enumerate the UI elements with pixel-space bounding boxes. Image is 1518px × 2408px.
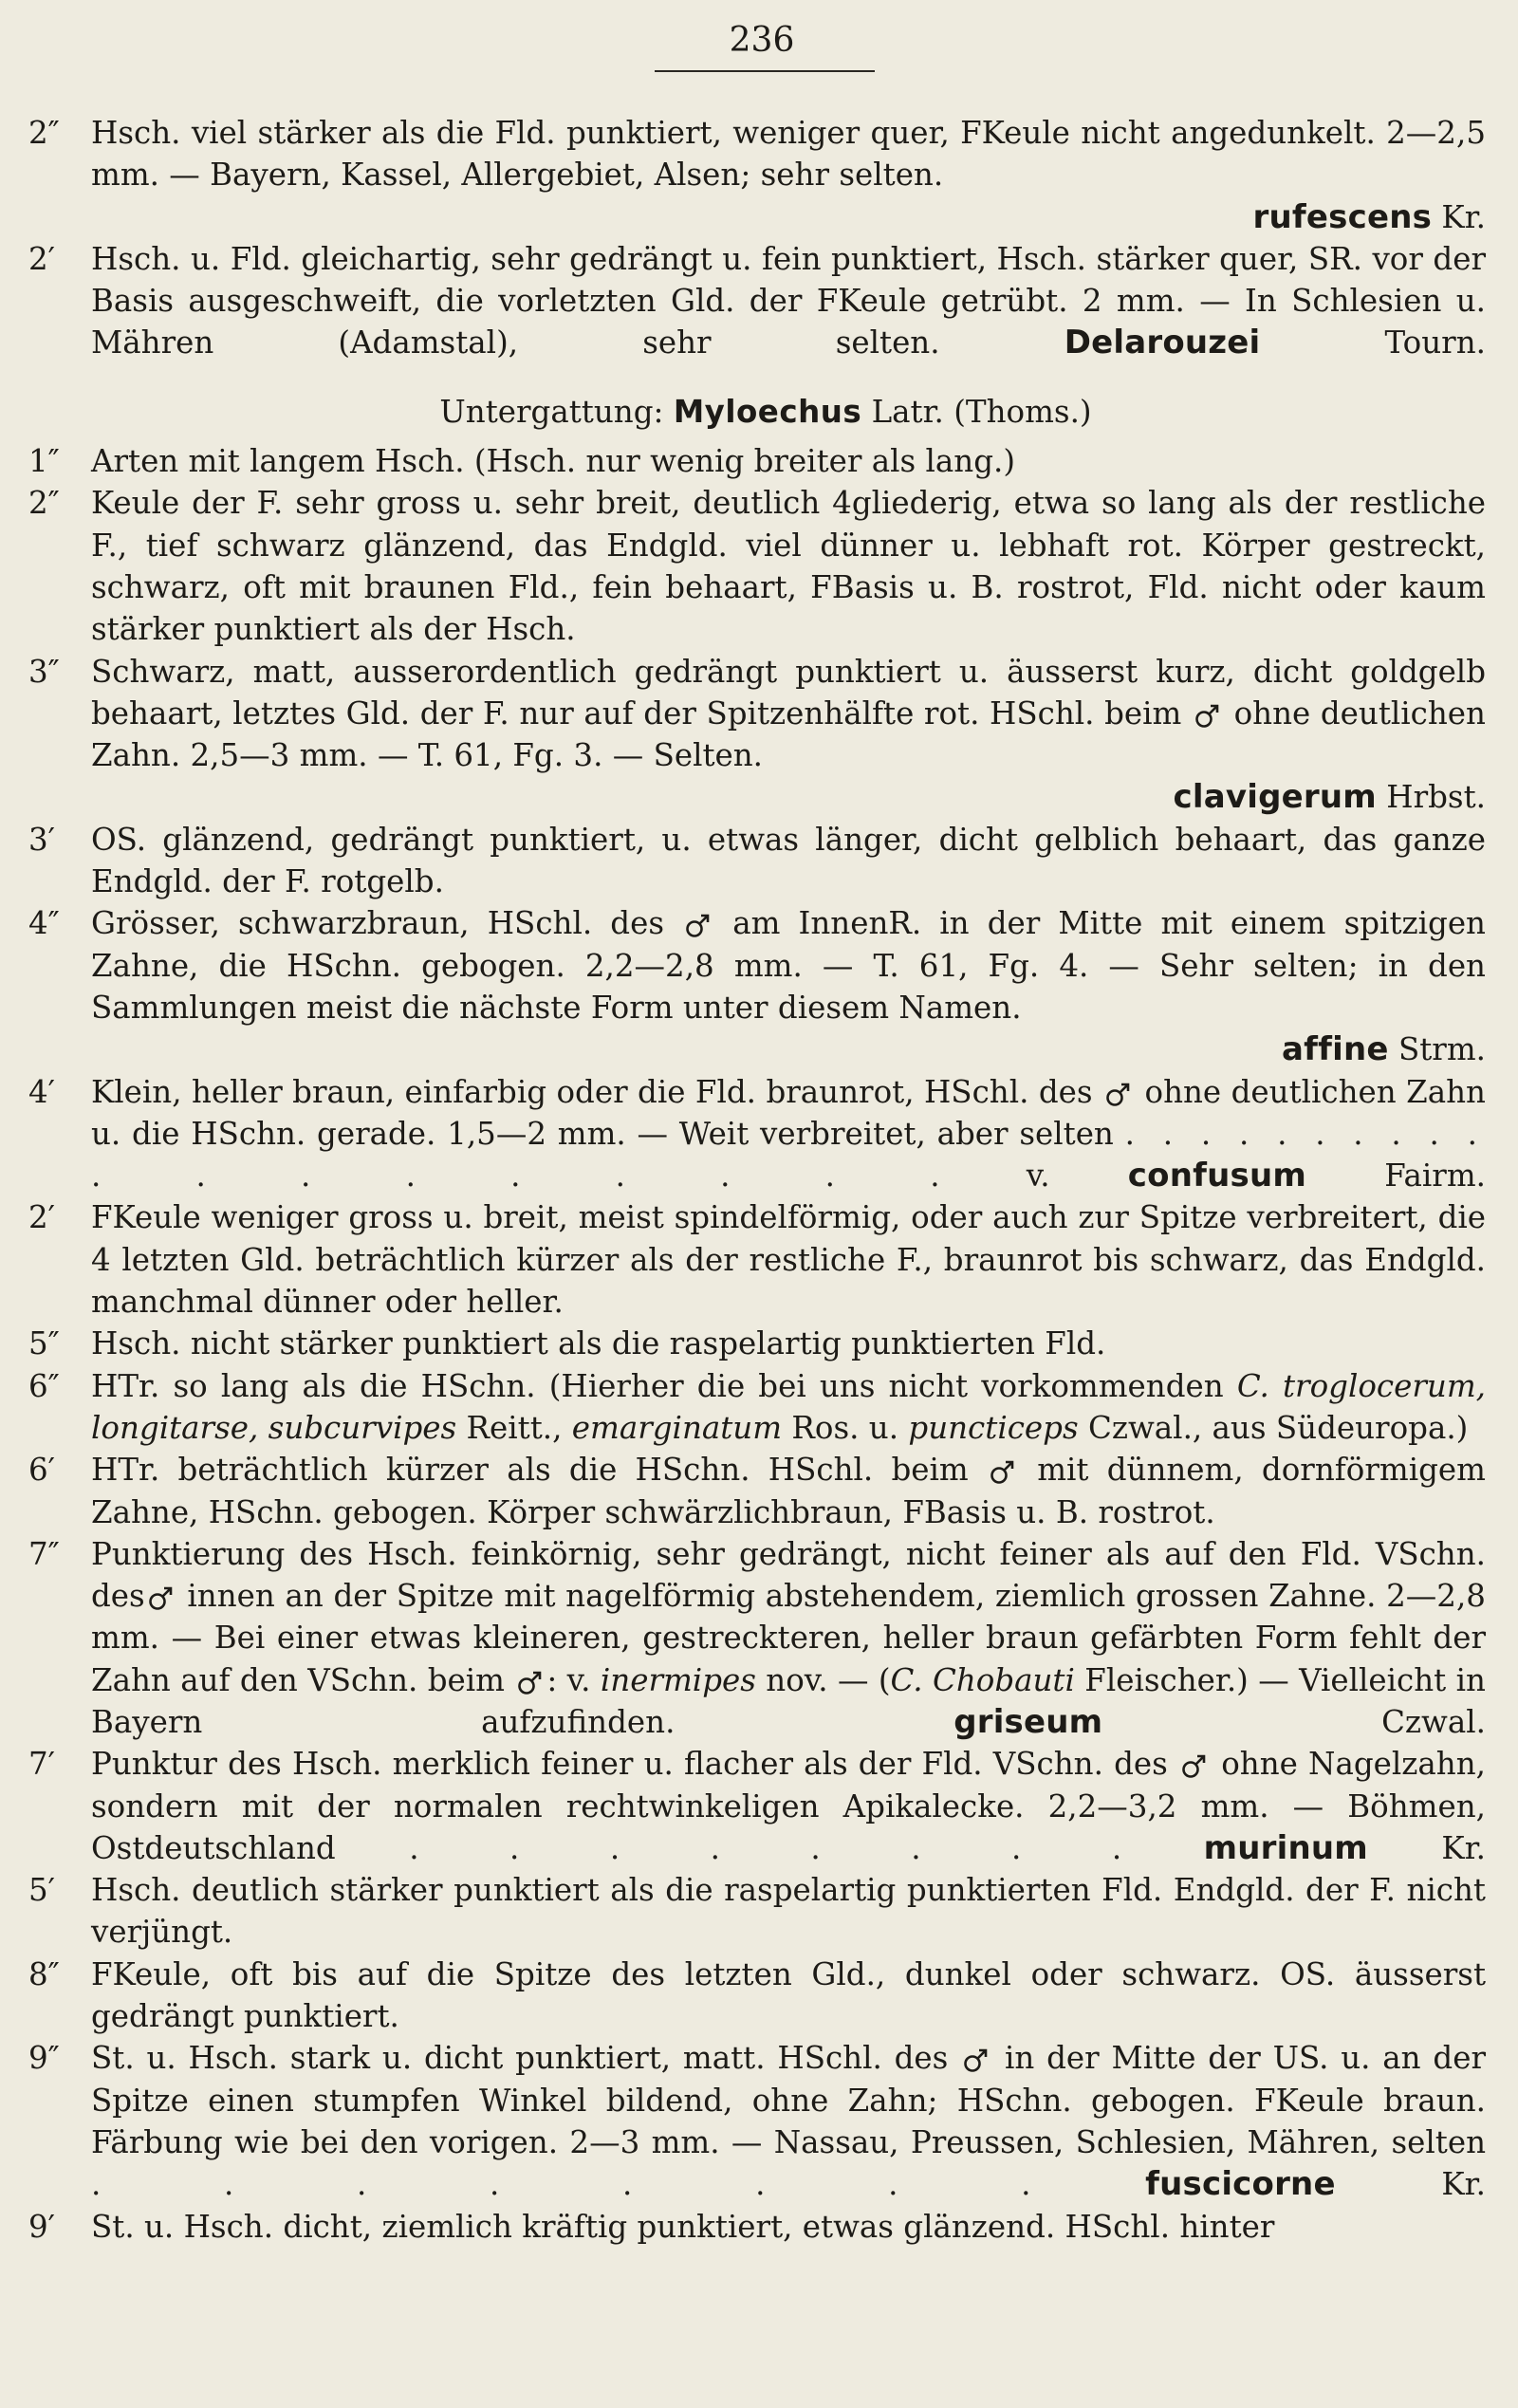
couplet-number: 4″ bbox=[28, 905, 60, 942]
couplet-text: St. u. Hsch. dicht, ziemlich kräftig punktiert, etwas glänzend. HSchl. hinter bbox=[91, 2208, 1275, 2245]
key-entry bbox=[28, 902, 1486, 1070]
couplet-number: 9″ bbox=[28, 2040, 60, 2077]
key-entry bbox=[28, 440, 1486, 482]
species-name: fuscicorne bbox=[1145, 2165, 1336, 2204]
species-line bbox=[91, 1028, 1486, 1070]
couplet-number: 3′ bbox=[28, 821, 56, 858]
male-symbol-icon bbox=[1194, 698, 1222, 727]
species-author: Czwal. bbox=[1381, 1703, 1486, 1740]
italic-synonym: C. Chobauti bbox=[890, 1661, 1075, 1698]
species-author: Kr. bbox=[1441, 1829, 1486, 1866]
couplet-text: Schwarz, matt, ausserordentlich gedrängt punktiert u. äusserst kurz, dicht goldgelb behaart, letztes Gld. der F. nur auf der Spitzenhälfte rot. HSchl. beim ohne deutlichen Zahn. 2,5—3 mm. — T. 61, Fg. 3. — Selten. clavigerum Hrbst. bbox=[91, 651, 1486, 819]
couplet-number: 2″ bbox=[28, 485, 60, 522]
key-entry bbox=[28, 1533, 1486, 1743]
male-symbol-icon bbox=[147, 1581, 176, 1609]
male-symbol-icon bbox=[1104, 1077, 1133, 1105]
couplet-text: HTr. so lang als die HSchn. (Hierher die bei uns nicht vorkommenden C. troglocerum, longitarse, subcurvipes Reitt., emarginatum Ros. u. puncticeps Czwal., aus Südeuropa.) bbox=[91, 1367, 1486, 1446]
key-entry bbox=[28, 238, 1486, 364]
leader-dots: . . . . . . . . bbox=[91, 2166, 1040, 2203]
key-entry bbox=[28, 482, 1486, 650]
key-entry bbox=[28, 1954, 1486, 2038]
key-entry bbox=[28, 112, 1486, 238]
couplet-number: 6′ bbox=[28, 1452, 56, 1489]
couplet-number: 2′ bbox=[28, 240, 56, 277]
key-entry bbox=[28, 1743, 1486, 1869]
couplet-number: 6″ bbox=[28, 1367, 60, 1404]
key-entry bbox=[28, 2206, 1486, 2248]
couplet-text: FKeule, oft bis auf die Spitze des letzten Gld., dunkel oder schwarz. OS. äusserst gedrängt punktiert. bbox=[91, 1955, 1486, 2035]
key-entry bbox=[28, 1869, 1486, 1954]
subgenus-author: Latr. (Thoms.) bbox=[871, 393, 1092, 430]
couplet-text: Punktur des Hsch. merklich feiner u. flacher als der Fld. VSchn. des ohne Nagelzahn, sondern mit der normalen rechtwinkeligen Apikalecke. 2,2—3,2 mm. — Böhmen, Ostdeutschland . . . . . . . . murinum Kr. bbox=[91, 1746, 1486, 1867]
key-entry bbox=[28, 1071, 1486, 1197]
couplet-text: OS. glänzend, gedrängt punktiert, u. etwas länger, dicht gelblich behaart, das ganze Endgld. der F. rotgelb. bbox=[91, 821, 1486, 900]
male-symbol-icon bbox=[962, 2043, 990, 2071]
key-entry bbox=[28, 1365, 1486, 1450]
couplet-text: Arten mit langem Hsch. (Hsch. nur wenig breiter als lang.) bbox=[91, 443, 1016, 480]
species-author: Strm. bbox=[1398, 1031, 1486, 1068]
key-entry bbox=[28, 651, 1486, 819]
species-author: Kr. bbox=[1441, 2166, 1486, 2203]
species-line bbox=[91, 196, 1486, 238]
key-entry bbox=[28, 1449, 1486, 1533]
variety-prefix: v. bbox=[1026, 1158, 1050, 1195]
couplet-text: Hsch. nicht stärker punktiert als die raspelartig punktierten Fld. bbox=[91, 1325, 1106, 1362]
header-rule bbox=[655, 70, 875, 72]
subgenus-name: Myloechus bbox=[673, 393, 862, 430]
page-number: 236 bbox=[729, 21, 795, 60]
male-symbol-icon bbox=[684, 908, 713, 936]
species-author: Kr. bbox=[1441, 198, 1486, 235]
couplet-text: Hsch. u. Fld. gleichartig, sehr gedrängt u. fein punktiert, Hsch. stärker quer, SR. vor der Basis ausgeschweift, die vorletzten Gld. der FKeule getrübt. 2 mm. — In Schlesien u. Mähren (Adamstal), sehr selten. Delarouzei Tourn. bbox=[91, 240, 1486, 362]
species-name: murinum bbox=[1203, 1828, 1368, 1867]
couplet-number: 2″ bbox=[28, 115, 60, 151]
key-entry bbox=[28, 1196, 1486, 1323]
couplet-number: 5″ bbox=[28, 1325, 60, 1362]
leader-dots: . . . . . . . . bbox=[409, 1829, 1131, 1866]
couplet-text: HTr. beträchtlich kürzer als die HSchn. HSchl. beim mit dünnem, dornförmigem Zahne, HSchn. gebogen. Körper schwärzlichbraun, FBasis u. B. rostrot. bbox=[91, 1452, 1486, 1530]
species-name: rufescens bbox=[1252, 197, 1433, 236]
couplet-text: St. u. Hsch. stark u. dicht punktiert, matt. HSchl. des in der Mitte der US. u. an der Spitze einen stumpfen Winkel bildend, ohne Zahn; HSchn. gebogen. FKeule braun. Färbung wie bei den vorigen. 2—3 mm. — Nassau, Preussen, Schlesien, Mähren, selten . . . . . . . . fuscicorne Kr. bbox=[91, 2040, 1486, 2204]
italic-taxa: emarginatum bbox=[571, 1409, 783, 1446]
couplet-number: 7″ bbox=[28, 1535, 60, 1572]
couplet-text: Keule der F. sehr gross u. sehr breit, deutlich 4gliederig, etwa so lang als der restliche F., tief schwarz glänzend, das Endgld. viel dünner u. lebhaft rot. Körper gestreckt, schwarz, oft mit braunen Fld., fein behaart, FBasis u. B. rostrot, Fld. nicht oder kaum stärker punktiert als der Hsch. bbox=[91, 485, 1486, 648]
subgenus-heading bbox=[28, 391, 1486, 433]
italic-taxa: puncticeps bbox=[908, 1409, 1079, 1446]
species-name: clavigerum bbox=[1173, 778, 1377, 817]
couplet-number: 9′ bbox=[28, 2208, 56, 2245]
male-symbol-icon bbox=[989, 1454, 1017, 1483]
species-name: confusum bbox=[1127, 1157, 1306, 1195]
leader-dots: . . . . . . . . . . . . . . . . . . . bbox=[91, 1115, 1486, 1195]
couplet-number: 5′ bbox=[28, 1872, 56, 1909]
couplet-text: Hsch. deutlich stärker punktiert als die raspelartig punktierten Fld. Endgld. der F. nicht verjüngt. bbox=[91, 1872, 1486, 1951]
male-symbol-icon bbox=[1180, 1749, 1209, 1777]
species-name: griseum bbox=[953, 1702, 1103, 1741]
couplet-number: 3″ bbox=[28, 653, 60, 690]
species-author: Fairm. bbox=[1384, 1158, 1486, 1195]
italic-taxa: C. troglocerum, longitarse, subcurvipes bbox=[91, 1367, 1486, 1446]
species-line bbox=[91, 776, 1486, 818]
couplet-number: 8″ bbox=[28, 1955, 60, 1992]
male-symbol-icon bbox=[516, 1665, 545, 1694]
couplet-text: Hsch. viel stärker als die Fld. punktiert, weniger quer, FKeule nicht angedunkelt. 2—2,5 mm. — Bayern, Kassel, Allergebiet, Alsen; sehr selten. rufescens Kr. bbox=[91, 112, 1486, 238]
key-entry bbox=[28, 819, 1486, 903]
key-entry bbox=[28, 2037, 1486, 2205]
couplet-number: 1″ bbox=[28, 443, 60, 480]
subgenus-prefix: Untergattung: bbox=[439, 393, 664, 430]
couplet-text: Klein, heller braun, einfarbig oder die Fld. braunrot, HSchl. des ohne deutlichen Zahn u. die HSchn. gerade. 1,5—2 mm. — Weit verbreitet, aber selten . . . . . . . . . . . . . . . . . . . v. confusum Fairm. bbox=[91, 1073, 1486, 1195]
couplet-number: 2′ bbox=[28, 1199, 56, 1236]
species-name: Delarouzei bbox=[1064, 324, 1261, 362]
species-author: Tourn. bbox=[1384, 324, 1486, 361]
italic-variety: inermipes bbox=[600, 1661, 756, 1698]
species-author: Hrbst. bbox=[1386, 779, 1486, 816]
couplet-text: FKeule weniger gross u. breit, meist spindelförmig, oder auch zur Spitze verbreitert, die 4 letzten Gld. beträchtlich kürzer als der restliche F., braunrot bis schwarz, das Endgld. manchmal dünner oder heller. bbox=[91, 1199, 1486, 1321]
key-entry bbox=[28, 1323, 1486, 1364]
couplet-number: 4′ bbox=[28, 1073, 56, 1110]
couplet-text: Punktierung des Hsch. feinkörnig, sehr gedrängt, nicht feiner als auf den Fld. VSchn. des innen an der Spitze mit nagelförmig abstehendem, ziemlich grossen Zahne. 2—2,8 mm. — Bei einer etwas kleineren, gestreckteren, heller braun gefärbten Form fehlt der Zahn auf den VSchn. beim : v. inermipes nov. — (C. Chobauti Fleischer.) — Vielleicht in Bayern aufzufinden. griseum Czwal. bbox=[91, 1535, 1486, 1741]
couplet-number: 7′ bbox=[28, 1746, 56, 1783]
species-name: affine bbox=[1281, 1030, 1389, 1069]
couplet-text: Grösser, schwarzbraun, HSchl. des am InnenR. in der Mitte mit einem spitzigen Zahne, die HSchn. gebogen. 2,2—2,8 mm. — T. 61, Fg. 4. — Sehr selten; in den Sammlungen meist die nächste Form unter diesem Namen. affine Strm. bbox=[91, 902, 1486, 1070]
